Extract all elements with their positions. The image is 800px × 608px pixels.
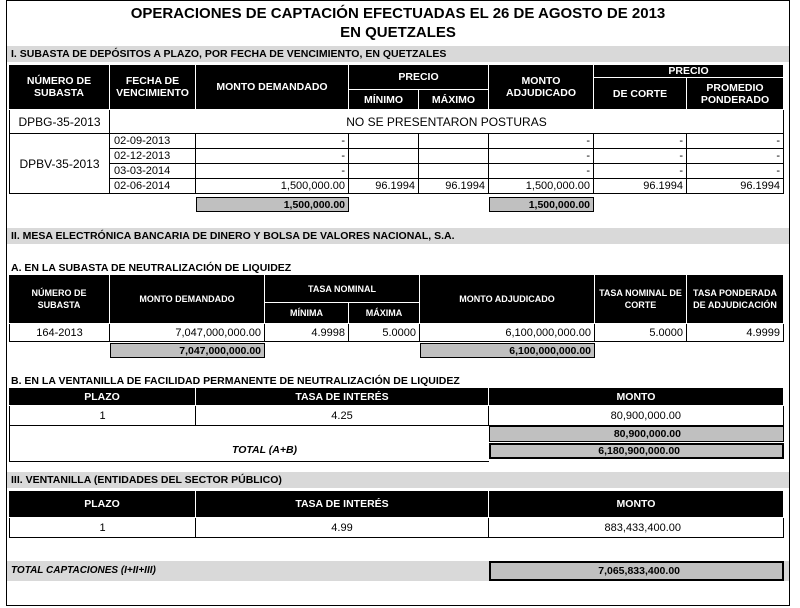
table-row-fecha: 02-06-2014 — [110, 179, 196, 194]
s1-header-de-corte: DE CORTE — [594, 78, 687, 110]
table-row-fecha: 02-12-2013 — [110, 149, 196, 164]
table-cell: - — [594, 164, 687, 179]
s1-total-adjudicado: 1,500,000.00 — [489, 197, 594, 212]
table-cell: - — [196, 134, 349, 149]
s2a-numero: 164-2013 — [9, 324, 110, 342]
s3-header-plazo: PLAZO — [9, 491, 196, 518]
s1-total-demandado: 1,500,000.00 — [196, 197, 349, 212]
s2a-minima: 4.9998 — [265, 324, 349, 342]
s2b-tasa: 4.25 — [196, 406, 489, 426]
s1-header-precio: PRECIO — [349, 65, 489, 90]
table-cell: 1,500,000.00 — [196, 179, 349, 194]
table-cell: - — [594, 149, 687, 164]
s2a-header-tasa-nominal: TASA NOMINAL — [265, 275, 420, 303]
table-cell: - — [489, 149, 594, 164]
table-cell: 1,500,000.00 — [489, 179, 594, 194]
table-cell: - — [196, 149, 349, 164]
table-cell: - — [489, 134, 594, 149]
s2a-maxima: 5.0000 — [349, 324, 420, 342]
s2b-header-monto: MONTO — [489, 388, 784, 406]
s2b-monto: 80,900,000.00 — [489, 406, 784, 426]
s2a-monto-demandado: 7,047,000,000.00 — [110, 324, 265, 342]
section-2a-heading: A. EN LA SUBASTA DE NEUTRALIZACIÓN DE LIQUIDEZ — [11, 262, 292, 274]
s3-monto: 883,433,400.00 — [489, 518, 784, 538]
s1-header-fecha: FECHA DE VENCIMIENTO — [110, 65, 196, 110]
table-row-fecha: 03-03-2014 — [110, 164, 196, 179]
table-cell: 96.1994 — [349, 179, 419, 194]
table-cell — [349, 149, 419, 164]
s2a-header-minima: MÍNIMA — [265, 303, 349, 324]
s2a-header-tasa-corte: TASA NOMINAL DE CORTE — [595, 275, 687, 324]
table-cell: - — [687, 164, 784, 179]
s2-total-ab: 6,180,900,000.00 — [489, 443, 784, 459]
s1-rows — [110, 134, 784, 194]
table-cell — [419, 149, 489, 164]
s2a-header-numero: NÚMERO DE SUBASTA — [9, 275, 110, 324]
s1-subasta-dpbg: DPBG-35-2013 — [9, 110, 110, 134]
table-cell: - — [196, 164, 349, 179]
table-cell: 96.1994 — [687, 179, 784, 194]
table-row-fecha: 02-09-2013 — [110, 134, 196, 149]
s1-header-monto-adjudicado: MONTO ADJUDICADO — [489, 65, 594, 110]
s2a-header-tasa-ponderada: TASA PONDERADA DE ADJUDICACIÓN — [687, 275, 784, 324]
total-captaciones-value: 7,065,833,400.00 — [489, 561, 784, 581]
table-cell — [349, 134, 419, 149]
s2b-plazo: 1 — [9, 406, 196, 426]
table-cell — [419, 164, 489, 179]
s2a-tasa-corte: 5.0000 — [595, 324, 687, 342]
s1-header-minimo: MÍNIMO — [349, 90, 419, 110]
s2a-total-demandado: 7,047,000,000.00 — [110, 343, 265, 358]
s2a-header-monto-demandado: MONTO DEMANDADO — [110, 275, 265, 324]
s3-tasa: 4.99 — [196, 518, 489, 538]
table-cell: 96.1994 — [419, 179, 489, 194]
s2a-tasa-ponderada: 4.9999 — [687, 324, 784, 342]
page-title: OPERACIONES DE CAPTACIÓN EFECTUADAS EL 26 DE AGOSTO DE 2013 — [130, 5, 666, 22]
page-subtitle: EN QUETZALES — [340, 24, 456, 41]
s3-header-monto: MONTO — [489, 491, 784, 518]
s3-header-tasa: TASA DE INTERÉS — [196, 491, 489, 518]
table-cell: 96.1994 — [594, 179, 687, 194]
s2b-header-tasa: TASA DE INTERÉS — [196, 388, 489, 406]
table-cell: - — [594, 134, 687, 149]
s2a-monto-adjudicado: 6,100,000,000.00 — [420, 324, 595, 342]
section-2b-heading: B. EN LA VENTANILLA DE FACILIDAD PERMANENTE DE NEUTRALIZACIÓN DE LIQUIDEZ — [11, 375, 460, 387]
s2-total-ab-label: TOTAL (A+B) — [232, 444, 298, 456]
table-cell: - — [687, 149, 784, 164]
s1-header-numero: NÚMERO DE SUBASTA — [9, 65, 110, 110]
s1-no-posturas: NO SE PRESENTARON POSTURAS — [110, 110, 784, 134]
s1-header-precio-2: PRECIO — [594, 65, 784, 78]
s3-plazo: 1 — [9, 518, 196, 538]
s1-header-maximo: MÁXIMO — [419, 90, 489, 110]
s2a-header-maxima: MÁXIMA — [349, 303, 420, 324]
section-3-heading: III. VENTANILLA (ENTIDADES DEL SECTOR PÚBLICO) — [7, 472, 789, 488]
s2a-header-monto-adjudicado: MONTO ADJUDICADO — [420, 275, 595, 324]
s2b-header-plazo: PLAZO — [9, 388, 196, 406]
s2a-total-adjudicado: 6,100,000,000.00 — [420, 343, 595, 358]
section-1-heading: I. SUBASTA DE DEPÓSITOS A PLAZO, POR FECHA DE VENCIMIENTO, EN QUETZALES — [7, 46, 789, 62]
s1-header-promedio-ponderado: PROMEDIO PONDERADO — [687, 78, 784, 110]
s1-header-monto-demandado: MONTO DEMANDADO — [196, 65, 349, 110]
table-cell — [419, 134, 489, 149]
table-cell — [349, 164, 419, 179]
s2b-total: 80,900,000.00 — [489, 426, 784, 442]
section-2-heading: II. MESA ELECTRÓNICA BANCARIA DE DINERO Y BOLSA DE VALORES NACIONAL, S.A. — [7, 228, 789, 244]
total-captaciones-label: TOTAL CAPTACIONES (I+II+III) — [11, 565, 156, 576]
table-cell: - — [687, 134, 784, 149]
table-cell: - — [489, 164, 594, 179]
s1-subasta-dpbv: DPBV-35-2013 — [9, 134, 110, 194]
